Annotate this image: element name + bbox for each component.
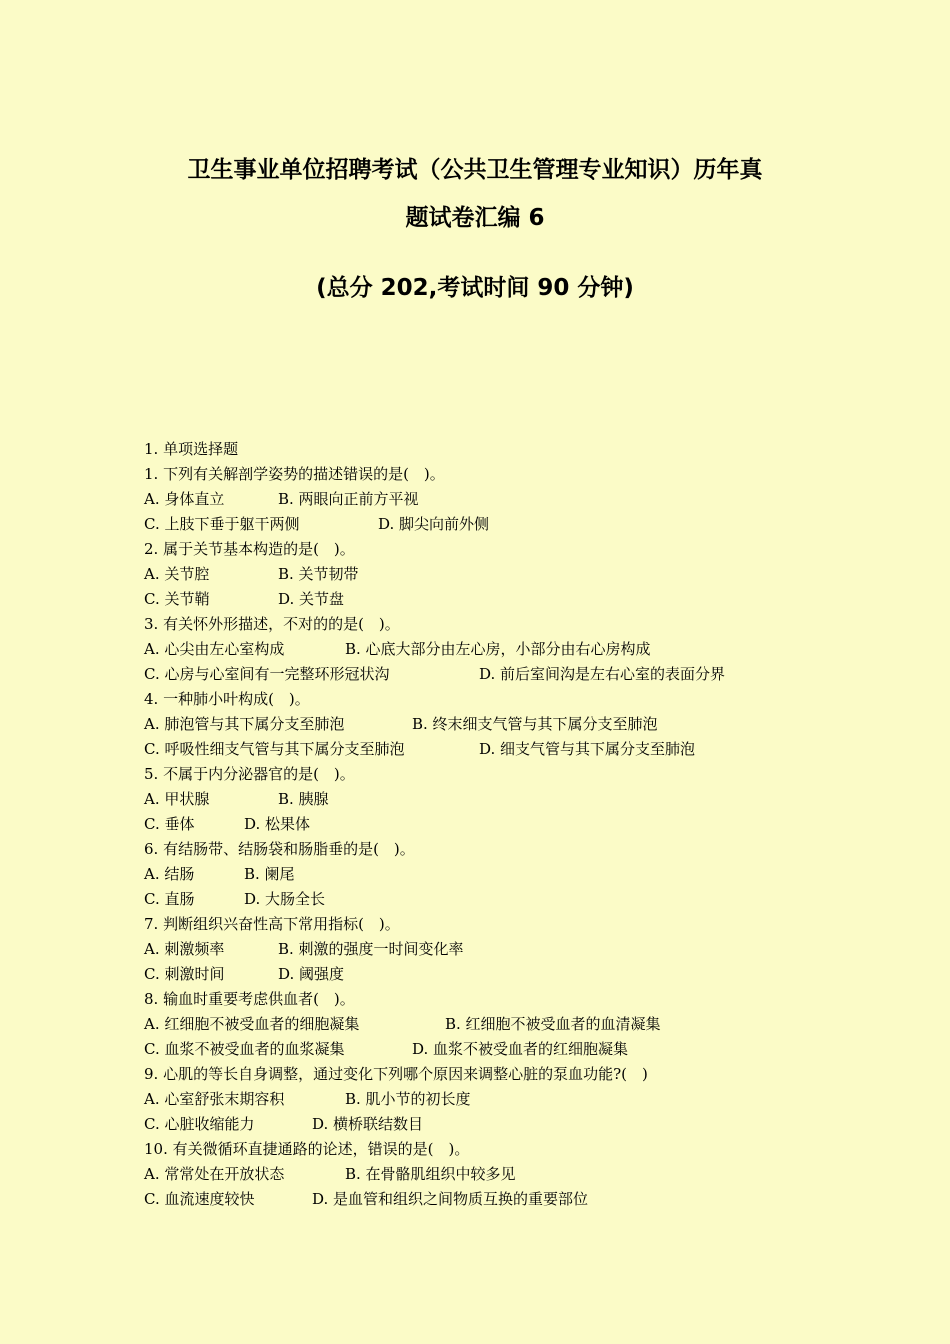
option-row [144,787,904,812]
option-row [144,512,904,537]
document-title-line-2: 题试卷汇编 6 [405,205,545,231]
option-d: D. 是血管和组织之间物质互换的重要部位 [312,1190,589,1208]
option-d: D. 血浆不被受血者的红细胞凝集 [412,1040,629,1058]
option-b: B. 关节韧带 [278,565,359,583]
option-b: B. 在骨骼肌组织中较多见 [345,1165,516,1183]
option-b: B. 刺激的强度一时间变化率 [278,940,464,958]
question-stem: 10. 有关微循环直捷通路的论述，错误的是( )。 [144,1140,470,1158]
question-list [144,437,904,1212]
option-a: A. 身体直立 [144,490,225,508]
document-title-line-1: 卫生事业单位招聘考试（公共卫生管理专业知识）历年真 [187,157,763,183]
option-b: B. 胰腺 [278,790,329,808]
option-c: C. 关节鞘 [144,590,210,608]
option-d: D. 横桥联结数目 [312,1115,424,1133]
option-b: B. 两眼向正前方平视 [278,490,419,508]
option-c: C. 心脏收缩能力 [144,1115,255,1133]
option-a: A. 甲状腺 [144,790,210,808]
option-c: C. 上肢下垂于躯干两侧 [144,515,300,533]
option-row [144,662,904,687]
option-row [144,1112,904,1137]
option-a: A. 红细胞不被受血者的细胞凝集 [144,1015,360,1033]
option-row [144,1012,904,1037]
option-d: D. 关节盘 [278,590,345,608]
question-stem: 7. 判断组织兴奋性高下常用指标( )。 [144,915,400,933]
option-b: B. 阑尾 [244,865,295,883]
question-stem: 5. 不属于内分泌器官的是( )。 [144,765,355,783]
option-a: A. 刺激频率 [144,940,225,958]
option-c: C. 心房与心室间有一完整环形冠状沟 [144,665,390,683]
option-a: A. 结肠 [144,865,195,883]
option-a: A. 关节腔 [144,565,210,583]
option-a: A. 心室舒张末期容积 [144,1090,285,1108]
option-row [144,712,904,737]
option-b: B. 终末细支气管与其下属分支至肺泡 [412,715,658,733]
option-a: A. 心尖由左心室构成 [144,640,285,658]
option-b: B. 心底大部分由左心房，小部分由右心房构成 [345,640,651,658]
option-row [144,562,904,587]
option-d: D. 细支气管与其下属分支至肺泡 [479,740,696,758]
option-row [144,887,904,912]
option-row [144,637,904,662]
option-c: C. 直肠 [144,890,195,908]
question-stem: 2. 属于关节基本构造的是( )。 [144,540,355,558]
question-stem: 9. 心肌的等长自身调整，通过变化下列哪个原因来调整心脏的泵血功能?( ) [144,1065,648,1083]
option-b: B. 红细胞不被受血者的血清凝集 [445,1015,661,1033]
question-stem: 3. 有关怀外形描述，不对的的是( )。 [144,615,400,633]
option-d: D. 脚尖向前外侧 [378,515,490,533]
option-c: C. 垂体 [144,815,195,833]
option-b: B. 肌小节的初长度 [345,1090,471,1108]
option-row [144,812,904,837]
option-c: C. 呼吸性细支气管与其下属分支至肺泡 [144,740,405,758]
option-d: D. 松果体 [244,815,311,833]
option-d: D. 大肠全长 [244,890,326,908]
option-a: A. 肺泡管与其下属分支至肺泡 [144,715,345,733]
option-row [144,587,904,612]
question-stem: 6. 有结肠带、结肠袋和肠脂垂的是( )。 [144,840,415,858]
section-heading: 1. 单项选择题 [144,440,239,458]
option-row [144,1187,904,1212]
option-row [144,937,904,962]
option-a: A. 常常处在开放状态 [144,1165,285,1183]
option-row [144,962,904,987]
question-stem: 1. 下列有关解剖学姿势的描述错误的是( )。 [144,465,445,483]
option-row [144,1037,904,1062]
question-stem: 8. 输血时重要考虑供血者( )。 [144,990,355,1008]
option-d: D. 阈强度 [278,965,345,983]
option-row [144,1087,904,1112]
option-row [144,862,904,887]
option-c: C. 血浆不被受血者的血浆凝集 [144,1040,345,1058]
option-row [144,1162,904,1187]
option-row [144,737,904,762]
document-subtitle: (总分 202,考试时间 90 分钟) [316,275,634,301]
option-row [144,487,904,512]
option-c: C. 血流速度较快 [144,1190,255,1208]
question-stem: 4. 一种肺小叶构成( )。 [144,690,310,708]
option-c: C. 刺激时间 [144,965,225,983]
option-d: D. 前后室间沟是左右心室的表面分界 [479,665,726,683]
